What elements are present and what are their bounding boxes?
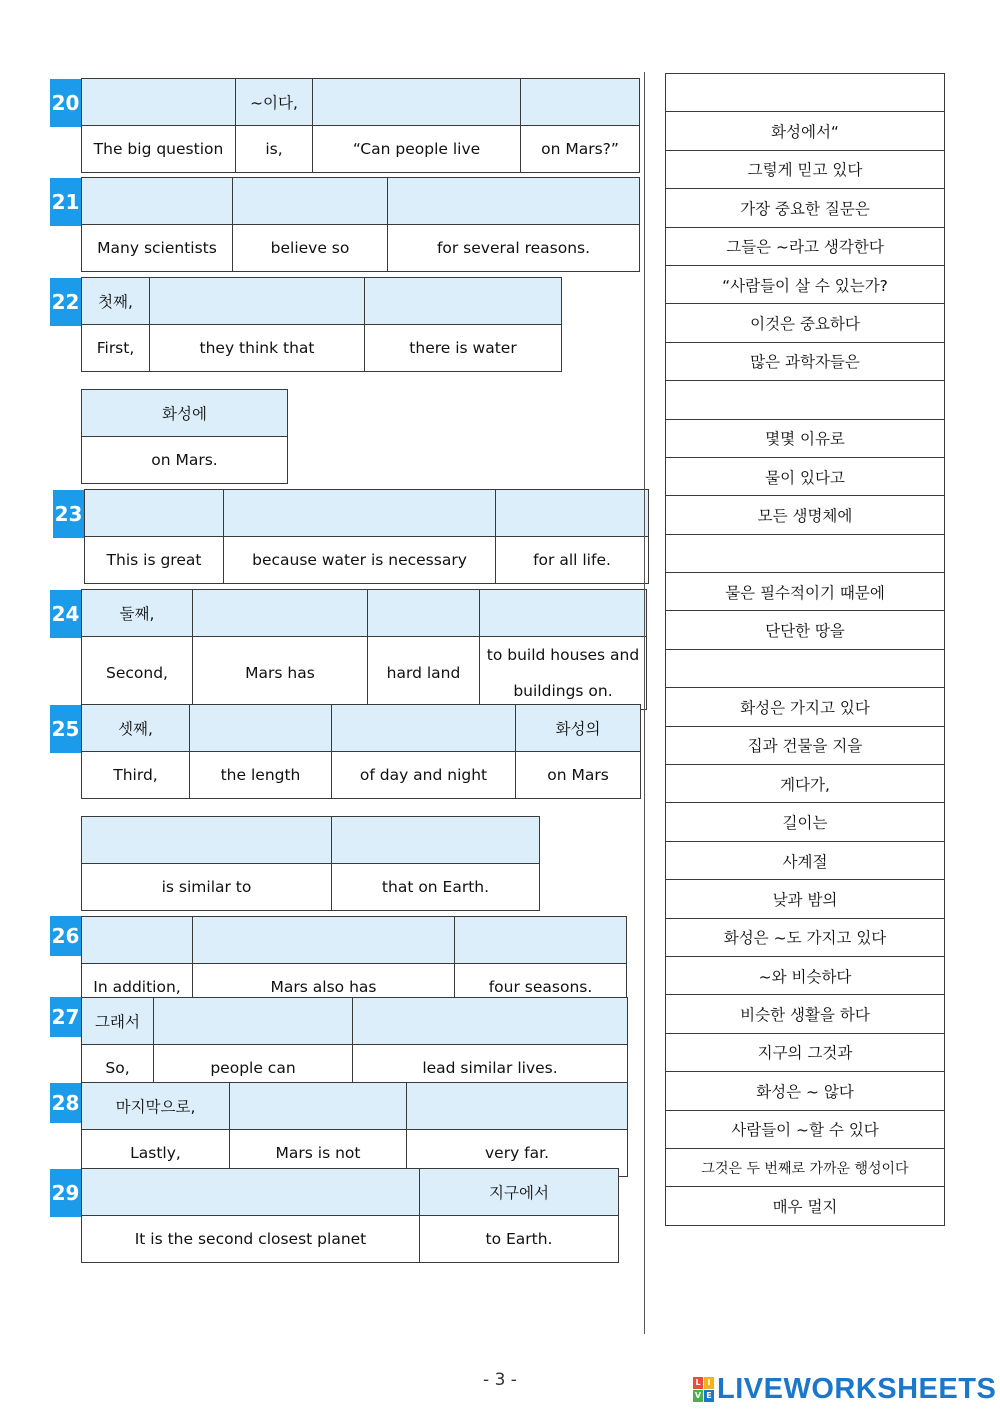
- english-chunk: on Mars: [516, 752, 641, 799]
- english-chunk: Second,: [82, 637, 193, 710]
- answer-cell[interactable]: [455, 917, 627, 964]
- column-divider: [644, 72, 645, 1334]
- answer-cell[interactable]: [332, 705, 516, 752]
- brand-name: LIVEWORKSHEETS: [717, 1372, 997, 1405]
- word-bank-item[interactable]: 단단한 땅을: [666, 611, 945, 649]
- word-bank-item[interactable]: 그것은 두 번째로 가까운 행성이다: [666, 1148, 945, 1186]
- english-chunk: that on Earth.: [332, 864, 540, 911]
- exercise-table: [81, 589, 647, 710]
- english-chunk: Third,: [82, 752, 190, 799]
- word-bank-item[interactable]: 길이는: [666, 803, 945, 841]
- english-chunk: First,: [82, 325, 150, 372]
- english-chunk: for several reasons.: [388, 225, 640, 272]
- answer-cell[interactable]: [82, 817, 332, 864]
- korean-hint: ~이다,: [236, 79, 313, 126]
- korean-hint: 마지막으로,: [82, 1083, 230, 1130]
- answer-cell[interactable]: [193, 590, 368, 637]
- word-bank-item[interactable]: 물이 있다고: [666, 457, 945, 495]
- word-bank-item[interactable]: [666, 534, 945, 572]
- english-chunk: the length: [190, 752, 332, 799]
- answer-cell[interactable]: [230, 1083, 407, 1130]
- korean-hint: 첫째,: [82, 278, 150, 325]
- word-bank: [665, 73, 945, 1226]
- word-bank-item[interactable]: 모든 생명체에: [666, 496, 945, 534]
- exercise-table: [81, 1168, 619, 1263]
- english-chunk: people can: [154, 1045, 353, 1092]
- english-chunk: of day and night: [332, 752, 516, 799]
- exercise-number: 22: [50, 278, 81, 326]
- answer-cell[interactable]: [313, 79, 521, 126]
- word-bank-item[interactable]: [666, 381, 945, 419]
- answer-cell[interactable]: [82, 178, 233, 225]
- word-bank-item[interactable]: 지구의 그것과: [666, 1033, 945, 1071]
- answer-cell[interactable]: [224, 490, 496, 537]
- answer-cell[interactable]: [82, 917, 193, 964]
- word-bank-item[interactable]: 낮과 밤의: [666, 880, 945, 918]
- english-chunk: four seasons.: [455, 964, 627, 1011]
- korean-hint: 셋째,: [82, 705, 190, 752]
- answer-cell[interactable]: [85, 490, 224, 537]
- exercise-number: 21: [50, 178, 81, 226]
- english-chunk: It is the second closest planet: [82, 1216, 420, 1263]
- exercise-number: 25: [50, 705, 81, 753]
- answer-cell[interactable]: [388, 178, 640, 225]
- answer-cell[interactable]: [407, 1083, 628, 1130]
- english-chunk: The big question: [82, 126, 236, 173]
- english-chunk: is,: [236, 126, 313, 173]
- answer-cell[interactable]: [193, 917, 455, 964]
- exercise-table: [81, 389, 288, 484]
- korean-hint: 그래서: [82, 998, 154, 1045]
- logo-mark-letter: V: [694, 1390, 702, 1400]
- exercise-table: [81, 78, 640, 173]
- word-bank-item[interactable]: 비슷한 생활을 하다: [666, 995, 945, 1033]
- exercise-table: [81, 997, 628, 1092]
- word-bank-item[interactable]: 화성은 ~도 가지고 있다: [666, 918, 945, 956]
- word-bank-item[interactable]: ~와 비슷하다: [666, 956, 945, 994]
- answer-cell[interactable]: [353, 998, 628, 1045]
- answer-cell[interactable]: [496, 490, 649, 537]
- word-bank-item[interactable]: 화성은 ~ 않다: [666, 1072, 945, 1110]
- word-bank-item[interactable]: 사계절: [666, 841, 945, 879]
- answer-cell[interactable]: [332, 817, 540, 864]
- word-bank-item[interactable]: 집과 건물을 지을: [666, 726, 945, 764]
- word-bank-item[interactable]: [666, 649, 945, 687]
- answer-cell[interactable]: [190, 705, 332, 752]
- answer-cell[interactable]: [365, 278, 562, 325]
- english-chunk: In addition,: [82, 964, 193, 1011]
- word-bank-item[interactable]: 사람들이 ~할 수 있다: [666, 1110, 945, 1148]
- word-bank-item[interactable]: [666, 74, 945, 112]
- english-chunk: Mars has: [193, 637, 368, 710]
- word-bank-item[interactable]: 이것은 중요하다: [666, 304, 945, 342]
- english-chunk: hard land: [368, 637, 480, 710]
- korean-hint: 둘째,: [82, 590, 193, 637]
- page-number: - 3 -: [483, 1370, 517, 1390]
- english-chunk: there is water: [365, 325, 562, 372]
- answer-cell[interactable]: [480, 590, 647, 637]
- english-chunk: on Mars?”: [521, 126, 640, 173]
- answer-cell[interactable]: [368, 590, 480, 637]
- korean-hint: 화성에: [82, 390, 288, 437]
- word-bank-item[interactable]: “사람들이 살 수 있는가?: [666, 265, 945, 303]
- english-chunk: Mars is not: [230, 1130, 407, 1177]
- logo-mark-letter: L: [693, 1377, 703, 1389]
- english-chunk: Mars also has: [193, 964, 455, 1011]
- word-bank-item[interactable]: 가장 중요한 질문은: [666, 189, 945, 227]
- exercise-number: 24: [50, 590, 81, 638]
- english-chunk: “Can people live: [313, 126, 521, 173]
- english-chunk: So,: [82, 1045, 154, 1092]
- english-chunk: very far.: [407, 1130, 628, 1177]
- word-bank-item[interactable]: 많은 과학자들은: [666, 342, 945, 380]
- exercise-table: [81, 177, 640, 272]
- exercise-number: 28: [50, 1083, 81, 1123]
- word-bank-item[interactable]: 게다가,: [666, 765, 945, 803]
- word-bank-item[interactable]: 물은 필수적이기 때문에: [666, 573, 945, 611]
- logo-mark-icon: [693, 1377, 714, 1402]
- english-chunk: to Earth.: [420, 1216, 619, 1263]
- answer-cell[interactable]: [82, 1169, 420, 1216]
- answer-cell[interactable]: [233, 178, 388, 225]
- exercise-number: 29: [50, 1169, 81, 1217]
- korean-hint: 지구에서: [420, 1169, 619, 1216]
- word-bank-item[interactable]: 그들은 ~라고 생각한다: [666, 227, 945, 265]
- english-chunk: on Mars.: [82, 437, 288, 484]
- word-bank-item[interactable]: 그렇게 믿고 있다: [666, 150, 945, 188]
- exercise-number: 27: [50, 997, 81, 1037]
- answer-cell[interactable]: [521, 79, 640, 126]
- english-chunk: believe so: [233, 225, 388, 272]
- word-bank-item[interactable]: 몇몇 이유로: [666, 419, 945, 457]
- logo-mark-letter: E: [704, 1390, 714, 1402]
- logo-mark-letter: I: [704, 1377, 714, 1389]
- exercise-table: [81, 704, 641, 799]
- english-chunk: Lastly,: [82, 1130, 230, 1177]
- exercise-number: 20: [50, 79, 81, 127]
- english-chunk: for all life.: [496, 537, 649, 584]
- english-chunk: Many scientists: [82, 225, 233, 272]
- korean-hint: 화성의: [516, 705, 641, 752]
- english-chunk: to build houses and buildings on.: [480, 637, 647, 710]
- exercise-table: [81, 1082, 628, 1177]
- exercise-table: [81, 816, 540, 911]
- english-chunk: they think that: [150, 325, 365, 372]
- exercise-number: 23: [53, 490, 84, 538]
- answer-cell[interactable]: [82, 79, 236, 126]
- answer-cell[interactable]: [150, 278, 365, 325]
- exercise-number: 26: [50, 916, 81, 956]
- answer-cell[interactable]: [154, 998, 353, 1045]
- exercise-table: [81, 277, 562, 372]
- english-chunk: is similar to: [82, 864, 332, 911]
- word-bank-item[interactable]: 매우 멀지: [666, 1187, 945, 1225]
- english-chunk: This is great: [85, 537, 224, 584]
- word-bank-item[interactable]: 화성은 가지고 있다: [666, 688, 945, 726]
- english-chunk: lead similar lives.: [353, 1045, 628, 1092]
- liveworksheets-logo: [693, 1372, 996, 1406]
- exercise-table: [84, 489, 649, 584]
- english-chunk: because water is necessary: [224, 537, 496, 584]
- word-bank-item[interactable]: 화성에서“: [666, 112, 945, 150]
